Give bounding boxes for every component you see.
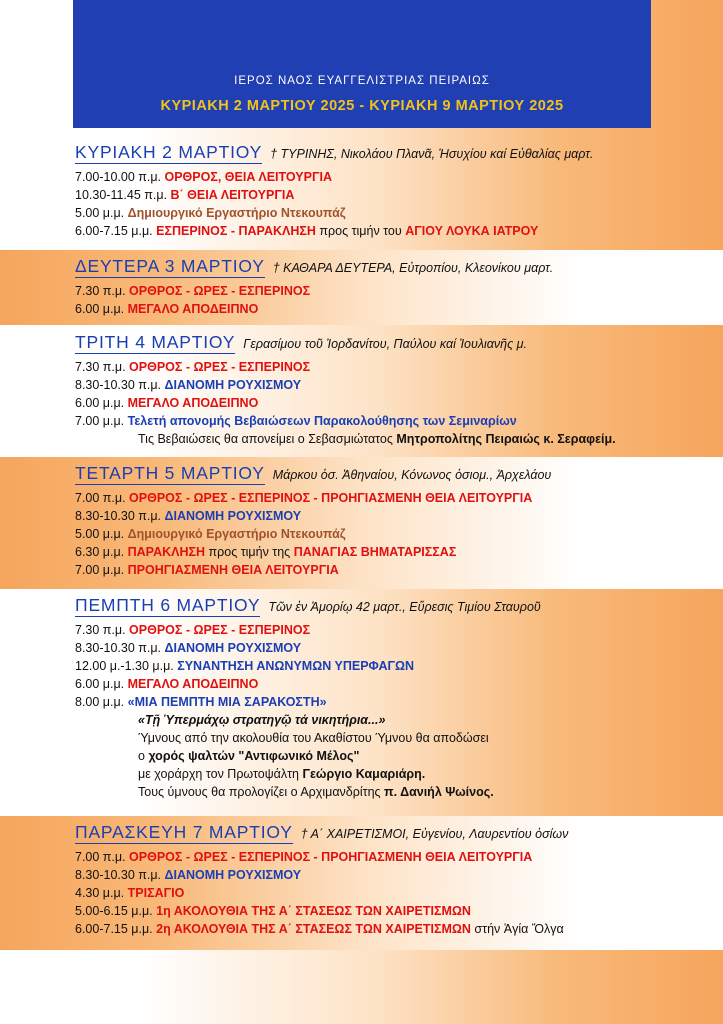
event-text: χορός ψαλτών "Αντιφωνικό Μέλος" [148,749,360,763]
day-events [75,358,715,448]
event-text: 12.00 μ.-1.30 μ.μ. [75,659,178,673]
event-text: 4.30 μ.μ. [75,886,128,900]
event-text: ΜΕΓΑΛΟ ΑΠΟΔΕΙΠΝΟ [127,302,259,316]
event-line [75,282,715,300]
event-text: 2η ΑΚΟΛΟΥΘΙΑ ΤΗΣ Α΄ ΣΤΑΣΕΩΣ ΤΩΝ ΧΑΙΡΕΤΙΣΜΩΝ [156,922,471,936]
event-line [75,866,715,884]
event-text: 5.00-6.15 μ.μ. [75,904,157,918]
event-text: Γεώργιο Καμαριάρη. [302,767,426,781]
day-saints: † ΚΑΘΑΡΑ ΔΕΥΤΕΡΑ, Εὐτροπίου, Κλεονίκου μαρτ. [272,261,554,275]
event-line [75,848,715,866]
event-line [75,489,715,507]
event-text: 1η ΑΚΟΛΟΥΘΙΑ ΤΗΣ Α΄ ΣΤΑΣΕΩΣ ΤΩΝ ΧΑΙΡΕΤΙΣΜΩΝ [156,904,471,918]
day-events [75,282,715,318]
event-text: ΜΕΓΑΛΟ ΑΠΟΔΕΙΠΝΟ [127,677,259,691]
event-line [75,711,715,729]
event-text: Ύμνους από την ακολουθία του Ακαθίστου Ύμνου θα αποδώσει [138,731,489,745]
event-text: 10.30-11.45 π.μ. [75,188,171,202]
event-line [75,204,715,222]
event-text: ΜΕΓΑΛΟ ΑΠΟΔΕΙΠΝΟ [127,396,259,410]
event-text: Δημιουργικό Εργαστήριο Ντεκουπάζ [127,206,346,220]
event-text: ΔΙΑΝΟΜΗ ΡΟΥΧΙΣΜΟΥ [164,641,302,655]
event-text: ΟΡΘΡΟΣ, ΘΕΙΑ ΛΕΙΤΟΥΡΓΙΑ [164,170,332,184]
event-text: 7.30 π.μ. [75,360,130,374]
event-line [75,300,715,318]
day-saints: † ΤΥΡΙΝΗΣ, Νικολάου Πλανᾶ, Ἡσυχίου καί Εὐθαλίας μαρτ. [270,147,594,161]
event-line [75,747,715,765]
event-line [75,186,715,204]
event-text: ΑΓΙΟΥ ΛΟΥΚΑ ΙΑΤΡΟΥ [405,224,539,238]
event-text: ΠΑΡΑΚΛΗΣΗ [127,545,206,559]
event-line [75,639,715,657]
day-title: ΔΕΥΤΕΡΑ 3 ΜΑΡΤΙΟΥ [75,256,265,276]
day-saints: Γερασίμου τοῦ Ἰορδανίτου, Παύλου καί Ἰουλιανῆς μ. [243,337,527,351]
event-text: Τις Βεβαιώσεις θα απονείμει ο Σεβασμιώτατος [138,432,397,446]
event-text: 7.00 μ.μ. [75,563,128,577]
event-text: 5.00 μ.μ. [75,527,128,541]
event-line [75,168,715,186]
event-text: προς τιμήν του [315,224,406,238]
day-tuesday [75,331,715,448]
date-range: ΚΥΡΙΑΚΗ 2 ΜΑΡΤΙΟΥ 2025 - ΚΥΡΙΑΚΗ 9 ΜΑΡΤΙΟΥ 2025 [160,98,564,114]
event-text: στήν Ἁγία Ὄλγα [470,922,564,936]
event-text: ΟΡΘΡΟΣ - ΩΡΕΣ - ΕΣΠΕΡΙΝΟΣ [129,284,311,298]
event-line [75,376,715,394]
event-text: 8.00 μ.μ. [75,695,128,709]
event-line [75,412,715,430]
day-saints: Τῶν ἐν Ἀμορίῳ 42 μαρτ., Εὕρεσις Τιμίου Σταυροῦ [268,600,541,614]
event-text: π. Δανιήλ Ψωίνος. [384,785,494,799]
event-line [75,783,715,801]
event-text: 8.30-10.30 π.μ. [75,641,165,655]
event-text: 7.30 π.μ. [75,284,130,298]
event-text: 6.00 μ.μ. [75,396,128,410]
day-friday [75,821,715,938]
event-text: ΣΥΝΑΝΤΗΣΗ ΑΝΩΝΥΜΩΝ ΥΠΕΡΦΑΓΩΝ [177,659,415,673]
day-title: ΠΕΜΠΤΗ 6 ΜΑΡΤΙΟΥ [75,595,261,615]
day-saints: † Α΄ ΧΑΙΡΕΤΙΣΜΟΙ, Εὐγενίου, Λαυρεντίου ὁσίων [300,827,569,841]
event-text: Μητροπολίτης Πειραιώς κ. Σεραφείμ. [396,432,616,446]
event-text: προς τιμήν της [205,545,294,559]
event-text: Τελετή απονομής Βεβαιώσεων Παρακολούθησης των Σεμιναρίων [127,414,517,428]
event-line [75,765,715,783]
event-text: ΟΡΘΡΟΣ - ΩΡΕΣ - ΕΣΠΕΡΙΝΟΣ - ΠΡΟΗΓΙΑΣΜΕΝΗ ΘΕΙΑ ΛΕΙΤΟΥΡΓΙΑ [129,850,533,864]
event-text: «ΜΙΑ ΠΕΜΠΤΗ ΜΙΑ ΣΑΡΑΚΟΣΤΗ» [127,695,327,709]
event-text: ΤΡΙΣΑΓΙΟ [127,886,185,900]
day-wednesday [75,462,715,579]
event-text: 6.00-7.15 μ.μ. [75,922,157,936]
event-text: 8.30-10.30 π.μ. [75,509,165,523]
event-text: 7.30 π.μ. [75,623,130,637]
header-banner [73,0,651,128]
event-text: Δημιουργικό Εργαστήριο Ντεκουπάζ [127,527,346,541]
event-line [75,507,715,525]
event-text: Β΄ ΘΕΙΑ ΛΕΙΤΟΥΡΓΙΑ [170,188,295,202]
event-text: ΔΙΑΝΟΜΗ ΡΟΥΧΙΣΜΟΥ [164,378,302,392]
event-text: ΟΡΘΡΟΣ - ΩΡΕΣ - ΕΣΠΕΡΙΝΟΣ [129,360,311,374]
day-title: ΠΑΡΑΣΚΕΥΗ 7 ΜΑΡΤΙΟΥ [75,822,293,842]
day-events [75,168,715,240]
event-text: ΟΡΘΡΟΣ - ΩΡΕΣ - ΕΣΠΕΡΙΝΟΣ [129,623,311,637]
day-monday [75,255,715,318]
event-text: ΠΑΝΑΓΙΑΣ ΒΗΜΑΤΑΡΙΣΣΑΣ [293,545,457,559]
day-title: ΚΥΡΙΑΚΗ 2 ΜΑΡΤΙΟΥ [75,142,263,162]
event-text: 6.00 μ.μ. [75,302,128,316]
event-text: 7.00 π.μ. [75,850,130,864]
day-saints: Μάρκου ὁσ. Ἀθηναίου, Κόνωνος ὁσιομ., Ἀρχελάου [272,468,552,482]
event-line [75,920,715,938]
event-line [75,430,715,448]
band-footer [0,950,723,1024]
event-text: «Τῇ Ὑπερμάχῳ στρατηγῷ τά νικητήρια...» [138,713,386,727]
event-text: ΟΡΘΡΟΣ - ΩΡΕΣ - ΕΣΠΕΡΙΝΟΣ - ΠΡΟΗΓΙΑΣΜΕΝΗ ΘΕΙΑ ΛΕΙΤΟΥΡΓΙΑ [129,491,533,505]
event-text: ο [138,749,149,763]
event-line [75,902,715,920]
day-events [75,848,715,938]
event-line [75,543,715,561]
event-line [75,621,715,639]
event-text: ΠΡΟΗΓΙΑΣΜΕΝΗ ΘΕΙΑ ΛΕΙΤΟΥΡΓΙΑ [127,563,339,577]
event-text: 6.00-7.15 μ.μ. [75,224,157,238]
event-line [75,675,715,693]
event-line [75,394,715,412]
day-title: ΤΡΙΤΗ 4 ΜΑΡΤΙΟΥ [75,332,236,352]
event-text: ΔΙΑΝΟΜΗ ΡΟΥΧΙΣΜΟΥ [164,868,302,882]
event-text: 6.30 μ.μ. [75,545,128,559]
event-text: ΕΣΠΕΡΙΝΟΣ - ΠΑΡΑΚΛΗΣΗ [156,224,316,238]
event-line [75,561,715,579]
event-line [75,358,715,376]
event-line [75,693,715,711]
event-text: 7.00-10.00 π.μ. [75,170,165,184]
event-text: 8.30-10.30 π.μ. [75,378,165,392]
church-name: ΙΕΡΟΣ ΝΑΟΣ ΕΥΑΓΓΕΛΙΣΤΡΙΑΣ ΠΕΙΡΑΙΩΣ [234,75,490,87]
event-line [75,222,715,240]
event-text: 6.00 μ.μ. [75,677,128,691]
day-thursday [75,594,715,801]
event-text: με χοράρχη τον Πρωτοψάλτη [138,767,303,781]
day-events [75,621,715,801]
event-text: ΔΙΑΝΟΜΗ ΡΟΥΧΙΣΜΟΥ [164,509,302,523]
day-sunday [75,141,715,240]
event-line [75,729,715,747]
event-line [75,525,715,543]
day-title: ΤΕΤΑΡΤΗ 5 ΜΑΡΤΙΟΥ [75,463,265,483]
event-text: 7.00 π.μ. [75,491,130,505]
event-line [75,884,715,902]
event-text: Τους ύμνους θα προλογίζει ο Αρχιμανδρίτης [138,785,385,799]
event-text: 7.00 μ.μ. [75,414,128,428]
event-text: 8.30-10.30 π.μ. [75,868,165,882]
event-text: 5.00 μ.μ. [75,206,128,220]
event-line [75,657,715,675]
day-events [75,489,715,579]
